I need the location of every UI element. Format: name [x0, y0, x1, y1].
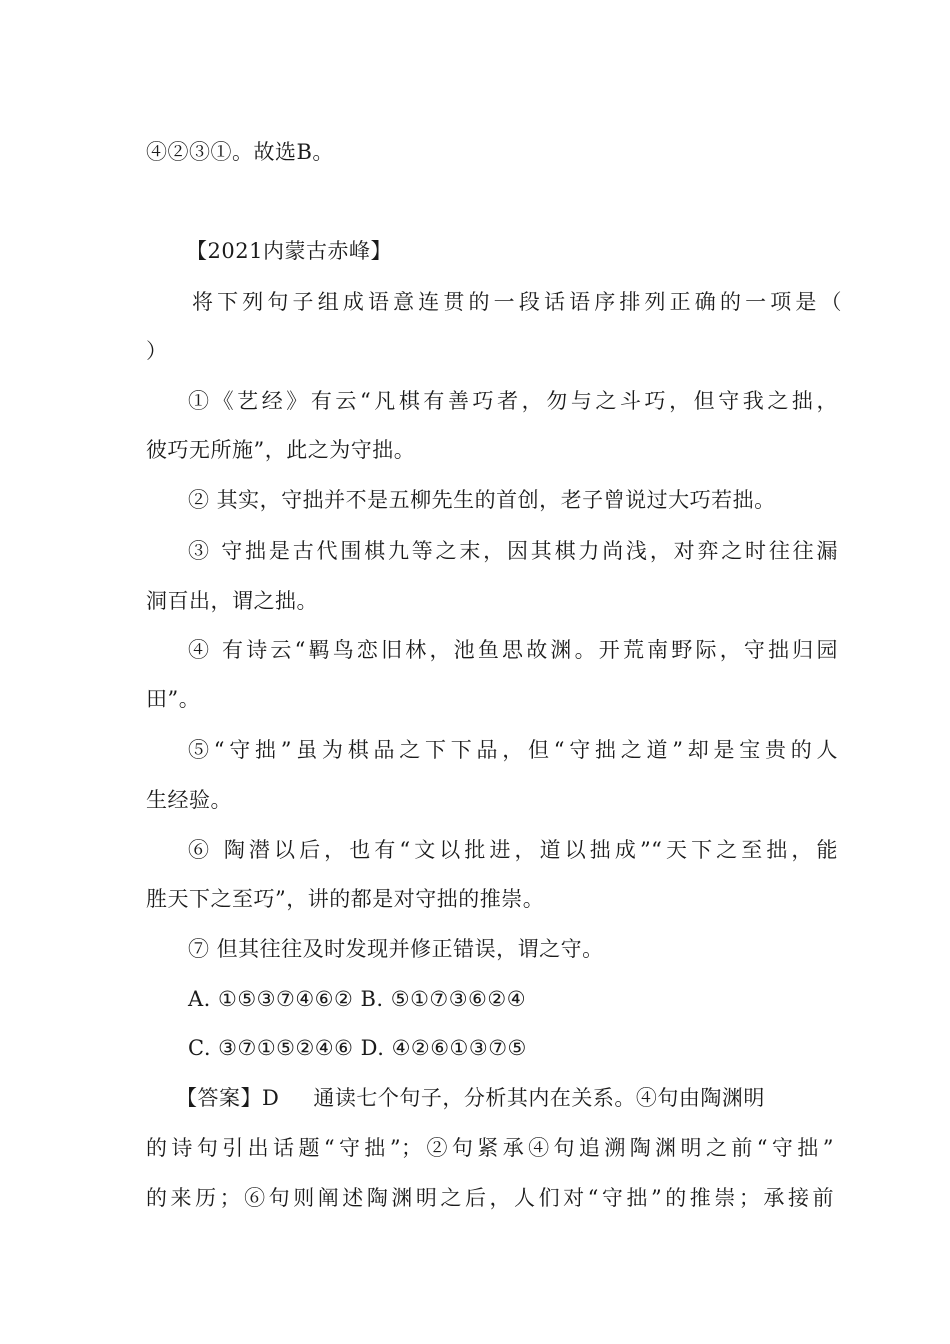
sentence-1-line2: 彼巧无所施”，此之为守拙。 — [146, 438, 416, 462]
answer-line-2: 的诗句引出话题“守拙”；②句紧承④句追溯陶渊明之前“守拙” — [146, 1136, 834, 1160]
sentence-4-line1: ④ 有诗云“羁鸟恋旧林，池鱼思故渊。开荒南野际，守拙归园 — [188, 638, 838, 662]
sentence-1-line1: ①《艺经》有云“凡棋有善巧者，勿与之斗巧，但守我之拙， — [188, 389, 838, 413]
sentence-3-line1: ③ 守拙是古代围棋九等之末，因其棋力尚浅，对弈之时往往漏 — [188, 539, 838, 563]
sentence-5-line2: 生经验。 — [146, 788, 232, 812]
sentence-7: ⑦ 但其往往及时发现并修正错误，谓之守。 — [188, 937, 604, 961]
sentence-3-line2: 洞百出，谓之拙。 — [146, 589, 318, 613]
sentence-2: ② 其实，守拙并不是五柳先生的首创，老子曾说过大巧若拙。 — [188, 488, 776, 512]
previous-answer-tail: ④②③①。故选B。 — [146, 140, 334, 164]
sentence-6-line2: 胜天下之至巧”，讲的都是对守拙的推崇。 — [146, 887, 545, 911]
question-stem-line2: ） — [146, 339, 168, 363]
question-stem-line1: 将下列句子组成语意连贯的一段话语序排列正确的一项是（ — [192, 290, 842, 314]
options-row-2: C. ③⑦①⑤②④⑥ D. ④②⑥①③⑦⑤ — [188, 1036, 527, 1060]
answer-line-3: 的来历；⑥句则阐述陶渊明之后，人们对“守拙”的推崇；承接前 — [146, 1186, 834, 1210]
sentence-4-line2: 田”。 — [146, 687, 201, 711]
options-row-1: A. ①⑤③⑦④⑥② B. ⑤①⑦③⑥②④ — [188, 987, 527, 1011]
sentence-5-line1: ⑤“守拙”虽为棋品之下下品，但“守拙之道”却是宝贵的人 — [188, 738, 838, 762]
source-heading: 【2021内蒙古赤峰】 — [186, 239, 392, 263]
answer-line1-text: 通读七个句子，分析其内在关系。④句由陶渊明 — [313, 1086, 765, 1110]
sentence-6-line1: ⑥ 陶潜以后，也有“文以批进，道以拙成”“天下之至拙，能 — [188, 838, 838, 862]
answer-line-1 — [176, 1083, 876, 1113]
answer-label: 【答案】D — [176, 1086, 280, 1110]
